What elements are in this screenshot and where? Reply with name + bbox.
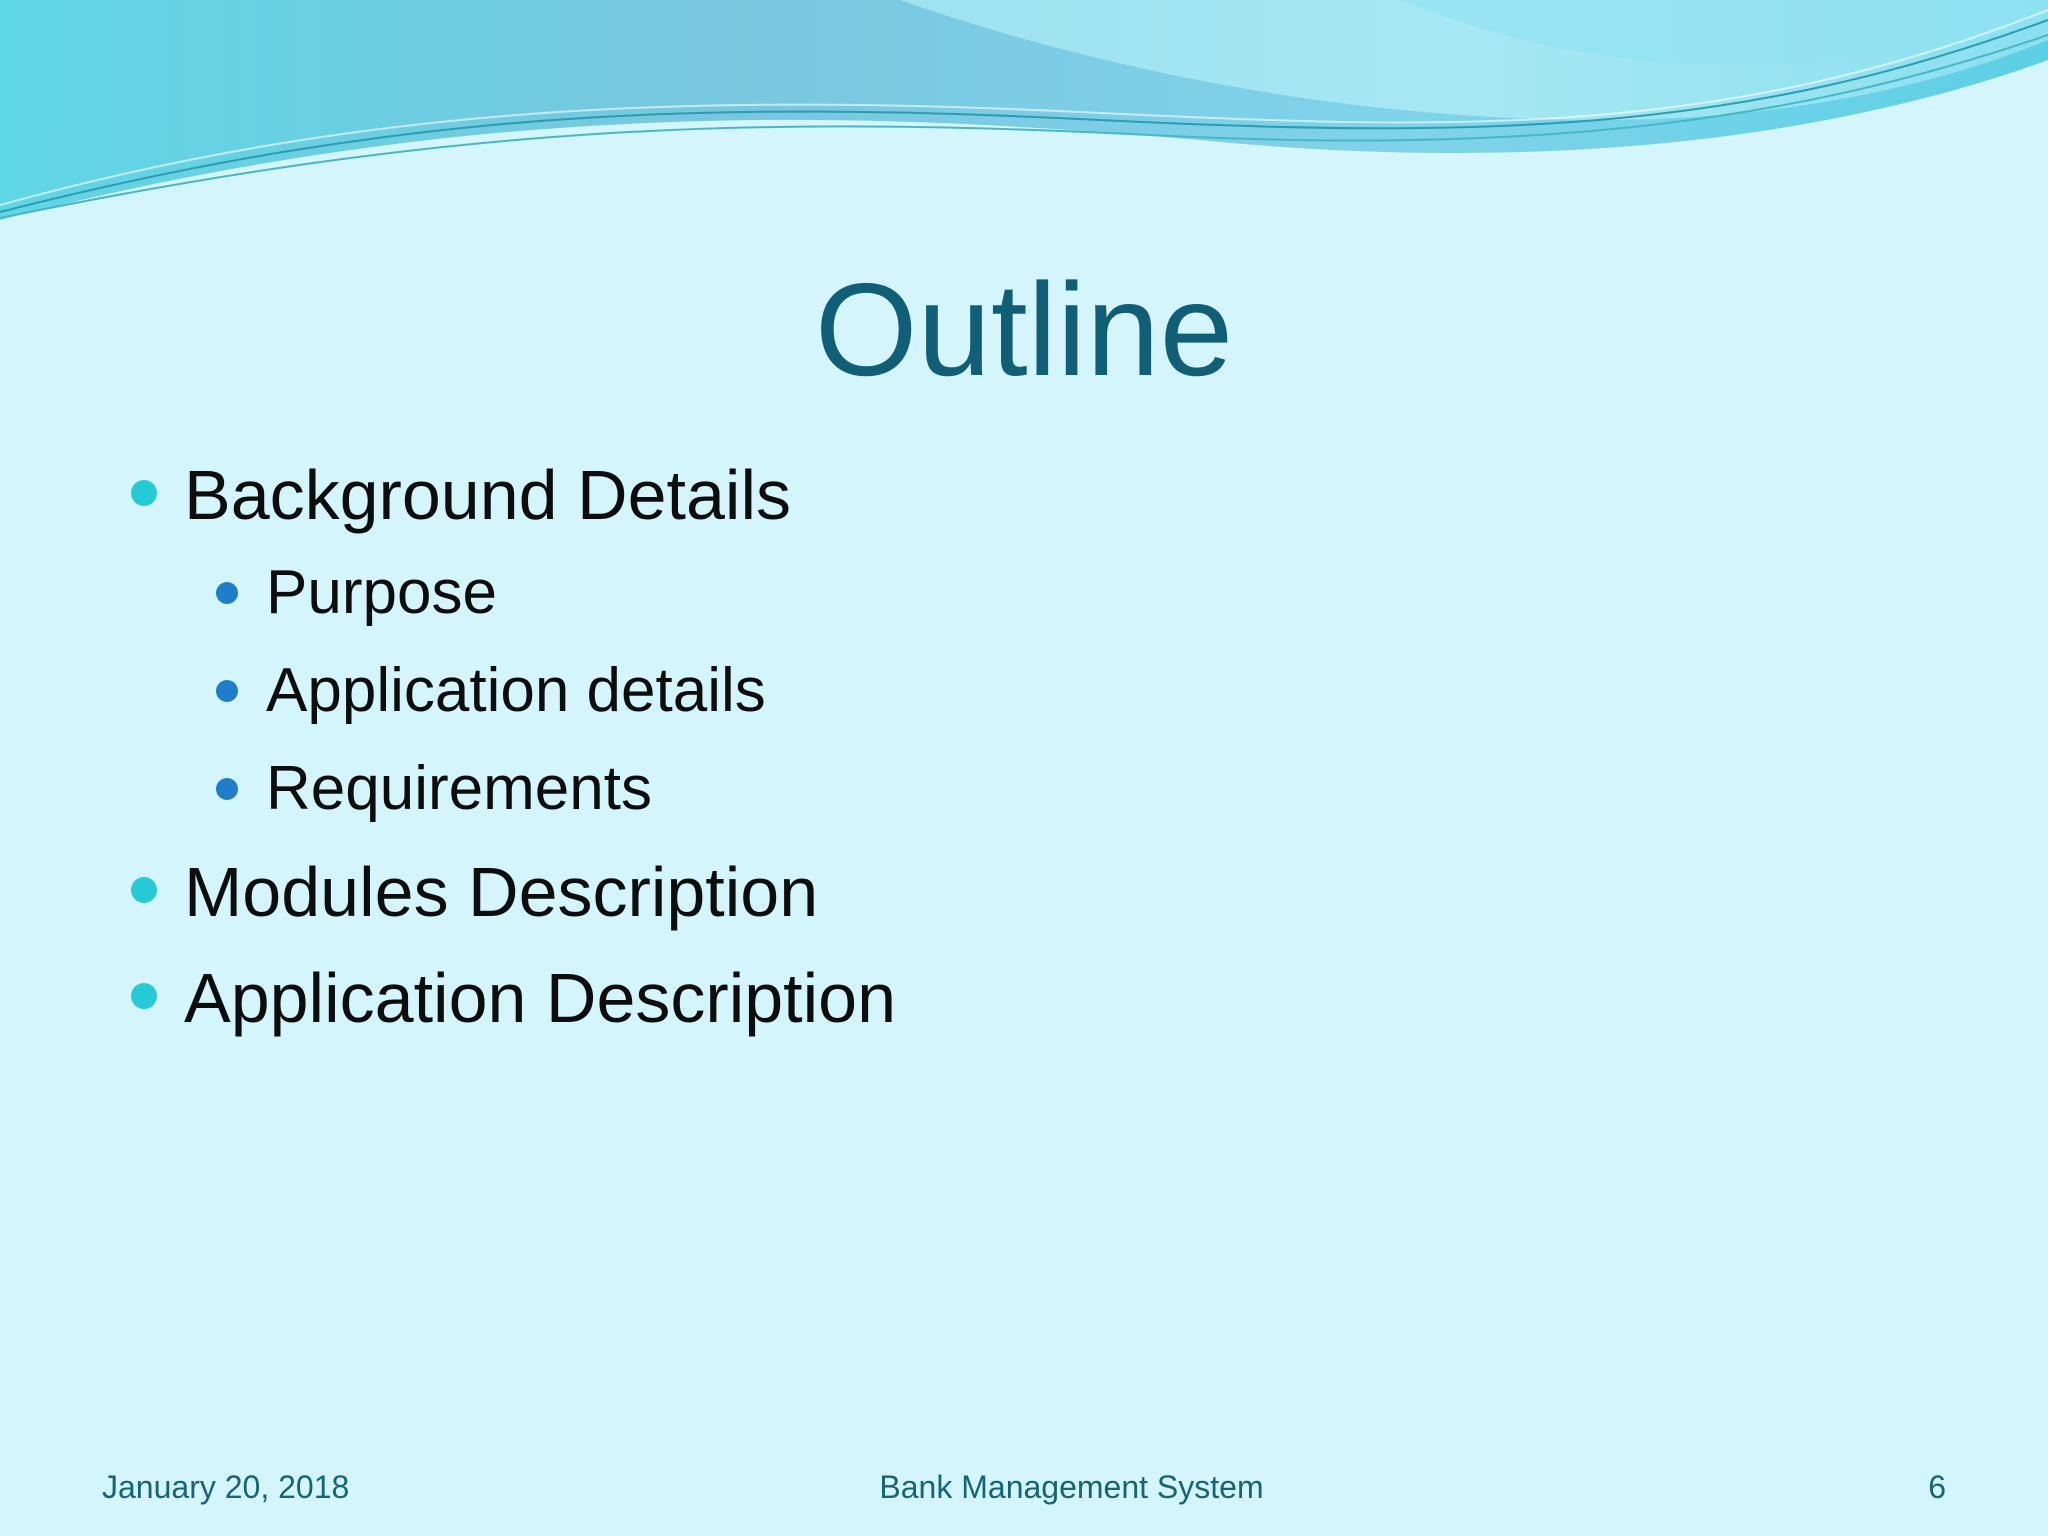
bullet-text: Background Details bbox=[184, 456, 791, 534]
sub-bullet-dot-icon bbox=[216, 778, 238, 800]
bullet-dot-icon bbox=[131, 983, 157, 1009]
bullet-dot-icon bbox=[131, 877, 157, 903]
sub-bullet-dot-icon bbox=[216, 680, 238, 702]
bullet-dot-icon bbox=[131, 480, 157, 506]
page-number: 6 bbox=[1928, 1469, 1946, 1505]
bullet-text: Application Description bbox=[184, 959, 897, 1037]
bullet-text: Modules Description bbox=[184, 853, 819, 931]
footer-title: Bank Management System bbox=[879, 1469, 1264, 1505]
sub-bullet-text: Requirements bbox=[266, 754, 652, 823]
sub-bullet-text: Purpose bbox=[266, 558, 497, 627]
footer-date: January 20, 2018 bbox=[102, 1469, 350, 1505]
sub-bullet-dot-icon bbox=[216, 582, 238, 604]
sub-bullet-text: Application details bbox=[266, 656, 766, 725]
slide-title: Outline bbox=[814, 256, 1234, 403]
